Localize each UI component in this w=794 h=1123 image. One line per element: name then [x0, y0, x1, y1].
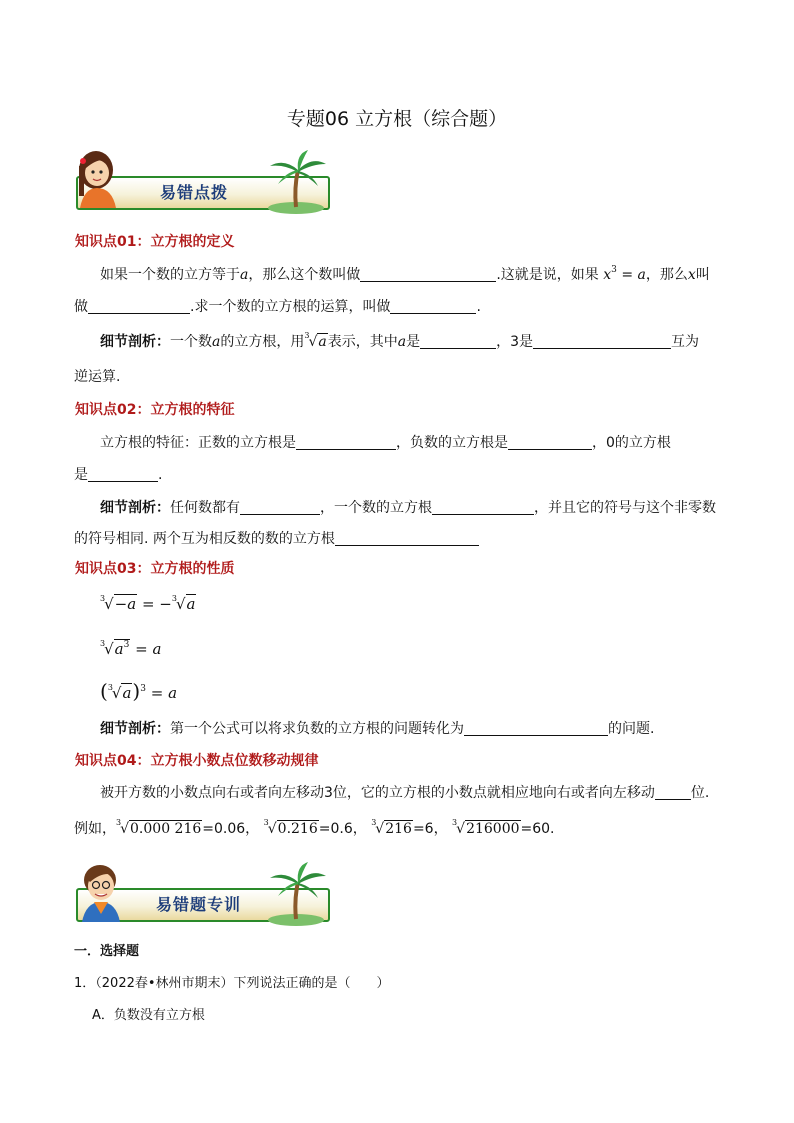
- kp2-heading: 知识点02：立方根的特征: [75, 402, 235, 418]
- answer-blank[interactable]: [296, 434, 396, 450]
- kp2-text: 是: [74, 467, 88, 483]
- banner-practice: [70, 858, 326, 930]
- kp1-text: ，那么: [645, 267, 688, 283]
- detail-label: 细节剖析：: [100, 334, 170, 350]
- cube-root-expr: $^3$√216000: [452, 818, 520, 837]
- kp1-text: .这就是说，如果: [496, 267, 599, 283]
- banner-tips: [70, 146, 326, 218]
- question-1-option-a[interactable]: A．负数没有立方根: [92, 1008, 205, 1023]
- kp1-text: 如果一个数的立方等于: [100, 267, 240, 283]
- answer-blank[interactable]: [360, 266, 496, 282]
- kp1-heading: 知识点01：立方根的定义: [75, 234, 235, 250]
- formula-cube-root-neg-a: $^3$√−a = −$^3$√a: [100, 594, 196, 613]
- answer-blank[interactable]: [533, 333, 671, 349]
- page-title: 专题06 立方根（综合题）: [286, 108, 508, 130]
- kp1-text: 的立方根，用: [220, 334, 305, 350]
- kp1-text: 一个数: [170, 334, 212, 350]
- kp2-detail: [100, 497, 716, 517]
- kp4-text: 位.: [690, 785, 710, 801]
- girl-mascot-icon: [70, 146, 130, 212]
- answer-blank[interactable]: [88, 466, 158, 482]
- kp2-line2: [74, 464, 162, 484]
- cube-root-expr: $^3$√0.216: [263, 818, 318, 837]
- palm-tree-icon: [266, 150, 328, 214]
- kp1-text: 表示，其中: [327, 334, 398, 350]
- answer-blank[interactable]: [335, 530, 479, 546]
- kp1-line2: [74, 296, 481, 316]
- kp1-text: ，3是: [496, 334, 534, 350]
- kp2-text: .: [158, 467, 163, 483]
- detail-label: 细节剖析：: [100, 721, 170, 737]
- answer-blank[interactable]: [655, 784, 691, 800]
- palm-tree-icon: [266, 862, 328, 926]
- kp2-text: ，0的立方根: [592, 435, 671, 451]
- kp4-text: =0.06，: [202, 821, 260, 837]
- detail-label: 细节剖析：: [100, 500, 170, 516]
- kp1-detail-end: 逆运算.: [74, 369, 121, 385]
- banner-tips-label: 易错点拨: [160, 183, 229, 202]
- kp1-text: ，那么这个数叫做: [248, 267, 361, 283]
- answer-blank[interactable]: [390, 298, 476, 314]
- kp2-text: 的符号相同. 两个互为相反数的数的立方根: [74, 531, 335, 547]
- answer-blank[interactable]: [432, 499, 534, 515]
- var-x: x: [687, 267, 696, 283]
- cube-root-expr: $^3$√216: [371, 818, 412, 837]
- kp4-line1: [100, 782, 709, 802]
- kp4-heading: 知识点04：立方根小数点位数移动规律: [75, 753, 319, 769]
- kp1-line1: [100, 264, 710, 284]
- answer-blank[interactable]: [508, 434, 592, 450]
- var-a: a: [212, 334, 221, 350]
- kp1-detail: [100, 331, 699, 351]
- kp1-text: 是: [406, 334, 421, 350]
- kp2-line1: [100, 432, 671, 452]
- question-1-stem: 1．（2022春•林州市期末）下列说法正确的是（ ）: [74, 976, 390, 991]
- formula-cube-root-a-power-3: $(^3√a)^3 = a$: [100, 679, 178, 703]
- kp2-text: 任何数都有: [170, 500, 240, 516]
- kp2-text: ，负数的立方根是: [396, 435, 508, 451]
- kp2-text: ，一个数的立方根: [320, 500, 432, 516]
- kp3-detail: [100, 718, 654, 738]
- answer-blank[interactable]: [420, 333, 496, 349]
- var-a: a: [397, 334, 407, 350]
- kp3-text: 的问题.: [608, 721, 655, 737]
- kp3-heading: 知识点03：立方根的性质: [75, 561, 235, 577]
- cube-root-expr: $^3$√0.000 216: [116, 818, 202, 837]
- kp2-detail-2: [74, 528, 479, 548]
- answer-blank[interactable]: [88, 298, 190, 314]
- formula-cube-root-a-cubed: $^3√a^3 = a$: [100, 639, 162, 658]
- kp3-text: 第一个公式可以将求负数的立方根的问题转化为: [170, 721, 464, 737]
- kp2-text: ，并且它的符号与这个非零数: [534, 500, 716, 516]
- banner-practice-label: 易错题专训: [156, 895, 242, 914]
- answer-blank[interactable]: [464, 720, 608, 736]
- cube-root-a: $^3$√a: [304, 331, 327, 350]
- kp1-text: 互为: [671, 334, 700, 350]
- kp4-text: =6，: [412, 821, 448, 837]
- kp4-examples: [74, 818, 555, 838]
- kp1-text: 叫: [695, 267, 710, 283]
- kp1-text: 做: [74, 299, 88, 315]
- kp2-text: 立方根的特征：正数的立方根是: [100, 435, 296, 451]
- kp4-text: 被开方数的小数点向右或者向左移动3位，它的立方根的小数点就相应地向右或者向左移动: [100, 785, 655, 801]
- kp4-text: =0.6，: [318, 821, 367, 837]
- var-a: a: [240, 267, 249, 283]
- formula-x-cubed: $x^3 = a$: [603, 265, 646, 283]
- kp4-text: =60.: [520, 821, 555, 837]
- kp1-text: .求一个数的立方根的运算，叫做: [190, 299, 391, 315]
- section-heading: 一．选择题: [74, 944, 140, 959]
- kp4-text: 例如，: [74, 821, 116, 837]
- kp1-text: .: [476, 299, 481, 315]
- answer-blank[interactable]: [240, 499, 320, 515]
- boy-mascot-icon: [72, 858, 132, 924]
